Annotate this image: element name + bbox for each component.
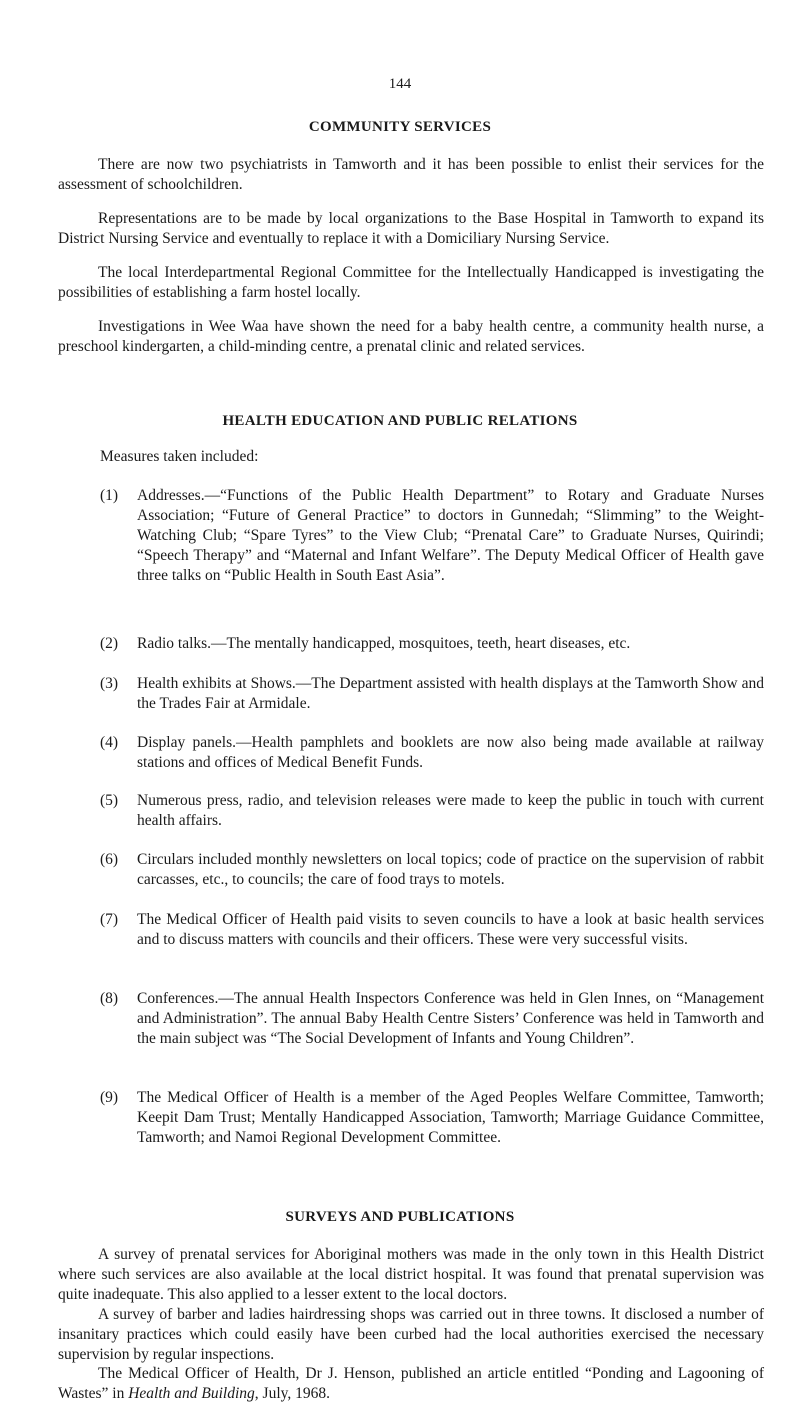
article-text-before: The Medical Officer of Health, Dr J. Henson, published an article entitled “Ponding and Lagooning of Wastes” in xyxy=(58,1365,764,1402)
item-text: The Medical Officer of Health paid visits to seven councils to have a look at basic health services and to discuss matters with councils and their officers. These were very successful visits. xyxy=(137,911,764,948)
measures-intro: Measures taken included: xyxy=(100,448,259,465)
item-number: (5) xyxy=(100,792,119,809)
list-item xyxy=(100,910,764,950)
item-text: Display panels.—Health pamphlets and booklets are now also being made available at railway stations and offices of Medical Benefit Funds. xyxy=(137,734,764,771)
item-number: (1) xyxy=(100,487,119,504)
item-text: Health exhibits at Shows.—The Department assisted with health displays at the Tamworth Show and the Trades Fair at Armidale. xyxy=(137,675,764,712)
item-text: Conferences.—The annual Health Inspectors Conference was held in Glen Innes, on “Management and Administration”. The annual Baby Health Centre Sisters’ Conference was held in Tamworth and the main subject was “The Social Development of Infants and Young Children”. xyxy=(137,990,764,1047)
item-number: (6) xyxy=(100,851,119,868)
list-item xyxy=(100,634,764,654)
list-item xyxy=(100,850,764,890)
list-item xyxy=(100,674,764,714)
item-text: Numerous press, radio, and television releases were made to keep the public in touch with current health affairs. xyxy=(137,792,764,829)
item-text: Circulars included monthly newsletters on local topics; code of practice on the supervision of rabbit carcasses, etc., to councils; the care of food trays to motels. xyxy=(137,851,764,888)
surveys-paragraph-3 xyxy=(58,1364,764,1404)
item-text: The Medical Officer of Health is a member of the Aged Peoples Welfare Committee, Tamworth; Keepit Dam Trust; Mentally Handicapped Association, Tamworth; Marriage Guidance Committee, Tamworth; and Namoi Regional Development Committee. xyxy=(137,1089,764,1146)
item-number: (7) xyxy=(100,911,119,928)
page-number: 144 xyxy=(388,76,412,92)
surveys-paragraph-1: A survey of prenatal services for Aboriginal mothers was made in the only town in this Health District where such services are also available at the local district hospital. It was found that prenatal supervision was quite inadequate. This also applied to a lesser extent to the local doctors. xyxy=(58,1246,764,1303)
journal-title: Health and Building xyxy=(128,1385,255,1402)
item-text: Addresses.—“Functions of the Public Health Department” to Rotary and Graduate Nurses Association; “Future of General Practice” to doctors in Gunnedah; “Slimming” to the Weight-Watching Club; “Spare Tyres” to the View Club; “Prenatal Care” to Graduate Nurses, Quirindi; “Speech Therapy” and “Maternal and Infant Welfare”. The Deputy Medical Officer of Health gave three talks on “Public Health in South East Asia”. xyxy=(137,487,764,584)
community-paragraph-3: The local Interdepartmental Regional Committee for the Intellectually Handicapped is investigating the possibilities of establishing a farm hostel locally. xyxy=(58,264,764,301)
list-item xyxy=(100,1088,764,1148)
item-number: (2) xyxy=(100,635,119,652)
item-number: (3) xyxy=(100,675,119,692)
list-item xyxy=(100,791,764,831)
item-number: (9) xyxy=(100,1089,119,1106)
item-number: (8) xyxy=(100,990,119,1007)
list-item xyxy=(100,989,764,1049)
list-item xyxy=(100,486,764,586)
list-item xyxy=(100,733,764,773)
surveys-paragraph-2: A survey of barber and ladies hairdressing shops was carried out in three towns. It disclosed a number of insanitary practices which could easily have been curbed had the local authorities exercised the necessary supervision by regular inspections. xyxy=(58,1306,764,1363)
surveys-heading: SURVEYS AND PUBLICATIONS xyxy=(285,1209,515,1225)
item-text: Radio talks.—The mentally handicapped, mosquitoes, teeth, heart diseases, etc. xyxy=(137,635,631,652)
community-services-heading: COMMUNITY SERVICES xyxy=(308,119,492,135)
community-paragraph-1: There are now two psychiatrists in Tamworth and it has been possible to enlist their services for the assessment of schoolchildren. xyxy=(58,156,764,193)
community-paragraph-2: Representations are to be made by local organizations to the Base Hospital in Tamworth to expand its District Nursing Service and eventually to replace it with a Domiciliary Nursing Service. xyxy=(58,210,764,247)
health-education-heading: HEALTH EDUCATION AND PUBLIC RELATIONS xyxy=(222,413,578,429)
item-number: (4) xyxy=(100,734,119,751)
community-paragraph-4: Investigations in Wee Waa have shown the need for a baby health centre, a community health nurse, a preschool kindergarten, a child-minding centre, a prenatal clinic and related services. xyxy=(58,318,764,355)
article-text-after: , July, 1968. xyxy=(254,1385,331,1402)
